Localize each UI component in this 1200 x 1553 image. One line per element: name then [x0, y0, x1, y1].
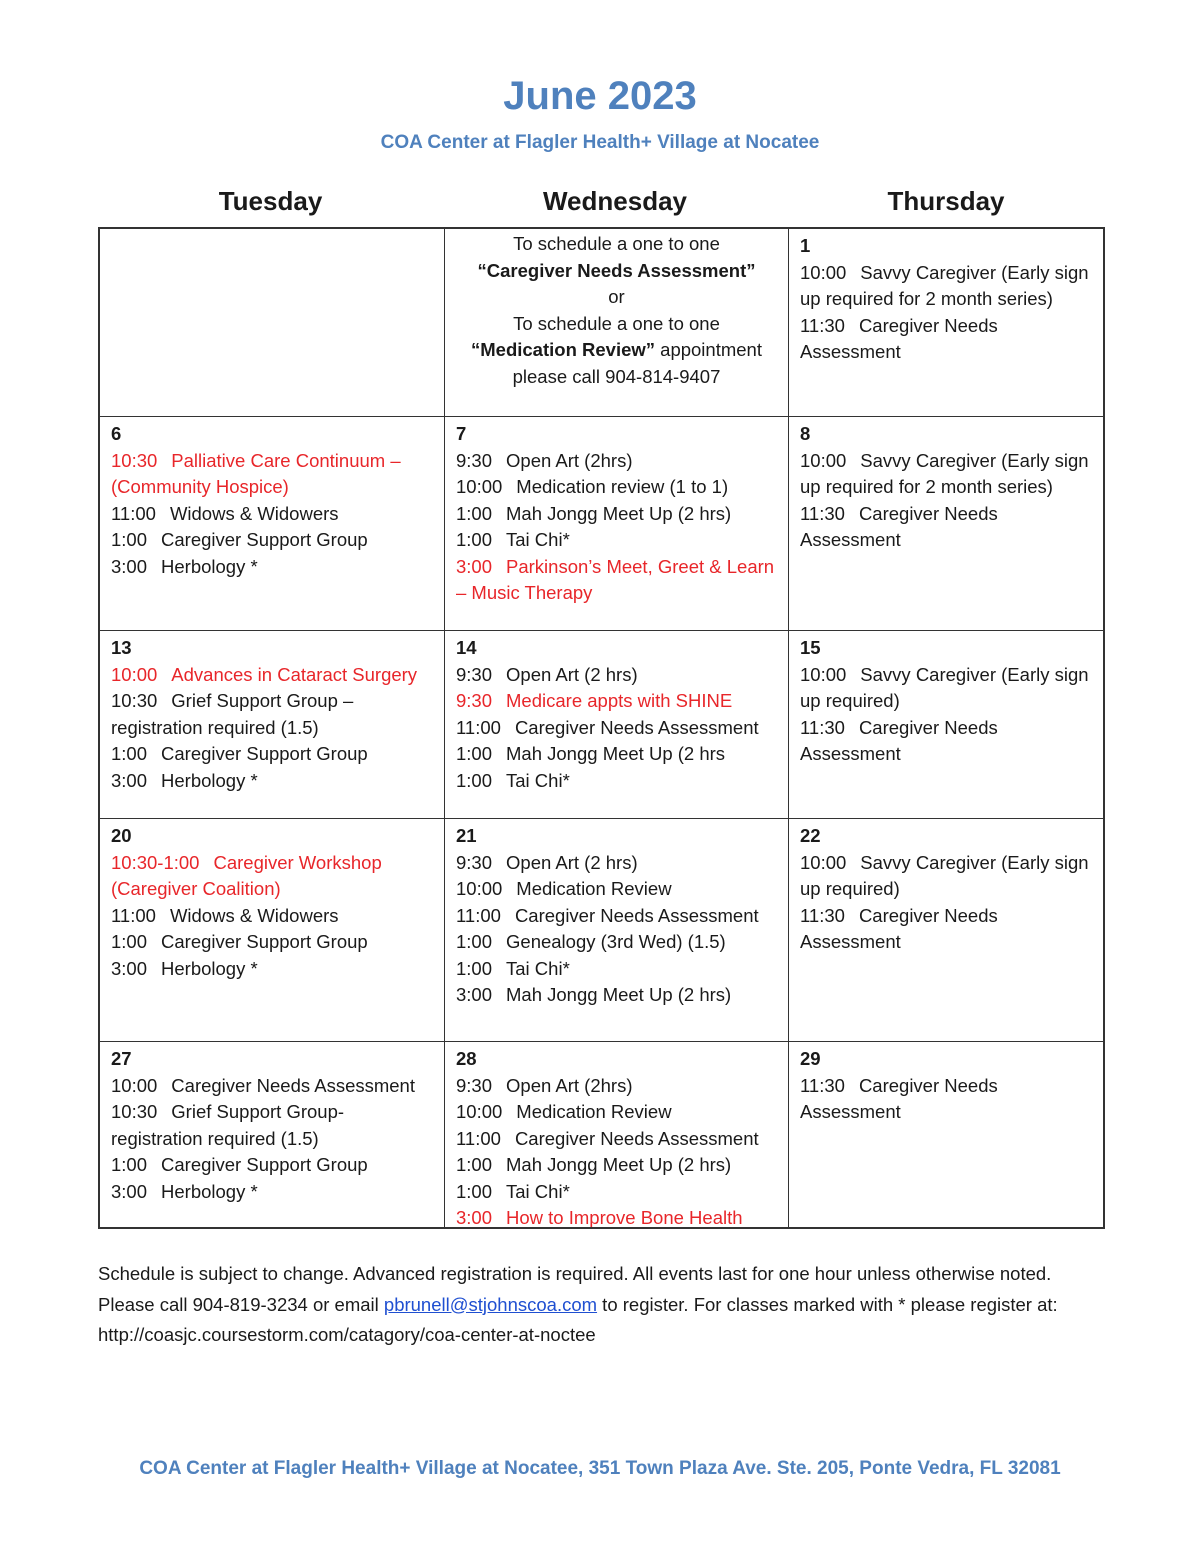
event-item [456, 1152, 782, 1179]
calendar-cell [445, 417, 789, 631]
event-time: 10:30 [111, 449, 158, 471]
event-time: 1:00 [456, 529, 493, 550]
event-title: Tai Chi* [506, 769, 570, 791]
event-time: 11:30 [800, 904, 845, 926]
event-item [456, 1179, 782, 1206]
calendar-cell [100, 631, 445, 819]
calendar-cell [789, 819, 1103, 1042]
calendar-cell [789, 229, 1103, 417]
event-title: Parkinson’s Meet, Greet & Learn – Music Therapy [456, 555, 775, 603]
event-item [111, 1073, 438, 1100]
info-line: To schedule a one to one [513, 233, 720, 254]
event-item [456, 741, 782, 768]
event-item [111, 448, 438, 501]
event-title: Tai Chi* [506, 529, 570, 550]
event-time: 1:00 [456, 743, 493, 764]
event-time: 10:00 [456, 1101, 503, 1122]
event-item [800, 1073, 1097, 1126]
event-time: 10:00 [800, 851, 847, 873]
event-time: 10:00 [456, 476, 503, 497]
info-line: “Caregiver Needs Assessment” [477, 259, 756, 281]
day-number: 28 [456, 1048, 477, 1069]
event-time: 1:00 [456, 1180, 493, 1202]
event-item [456, 501, 782, 528]
event-item [800, 850, 1097, 903]
event-item [456, 956, 782, 983]
event-item [456, 527, 782, 554]
event-item [800, 501, 1097, 554]
event-time: 9:30 [456, 663, 493, 685]
event-time: 10:00 [800, 449, 847, 471]
event-title: Herbology * [161, 555, 258, 577]
day-header-wednesday: Wednesday [542, 186, 687, 216]
event-title: Open Art (2 hrs) [506, 851, 638, 873]
event-time: 10:00 [111, 663, 158, 685]
event-item [456, 448, 782, 475]
info-phone: please call 904-814-9407 [512, 365, 721, 387]
calendar-cell [445, 1042, 789, 1227]
event-time: 9:30 [456, 851, 493, 873]
day-number: 1 [800, 235, 811, 256]
day-header-tuesday: Tuesday [218, 186, 323, 216]
event-title: Medication Review [516, 878, 672, 899]
calendar-grid [98, 227, 1105, 1229]
event-title: Palliative Care Continuum – (Community Hospice) [111, 449, 401, 497]
event-title: Caregiver Support Group [161, 931, 368, 952]
day-number: 27 [111, 1048, 132, 1069]
event-title: Tai Chi* [506, 957, 570, 979]
event-time: 1:00 [111, 529, 148, 550]
event-title: Caregiver Needs Assessment [800, 904, 998, 952]
event-time: 11:30 [800, 1074, 845, 1096]
event-time: 9:30 [456, 690, 493, 711]
event-time: 10:30 [111, 1101, 158, 1122]
event-time: 11:00 [111, 502, 156, 524]
info-line: appointment [655, 339, 762, 360]
calendar-cell [445, 631, 789, 819]
event-item [456, 768, 782, 795]
event-item [456, 554, 782, 607]
calendar-cell [100, 819, 445, 1042]
event-title: Caregiver Support Group [161, 1154, 368, 1175]
event-item [800, 448, 1097, 501]
day-number: 22 [800, 825, 821, 846]
event-item [456, 474, 782, 501]
event-time: 1:00 [456, 1154, 493, 1175]
event-title: Caregiver Needs Assessment [800, 502, 998, 550]
event-item [456, 662, 782, 689]
email-link[interactable]: pbrunell@stjohnscoa.com [383, 1293, 598, 1315]
event-title: Medication Review [516, 1101, 672, 1122]
event-title: Advances in Cataract Surgery [171, 663, 418, 685]
event-title: Caregiver Needs Assessment [514, 1127, 759, 1149]
info-line: To schedule a one to one [513, 312, 720, 334]
event-item [800, 313, 1097, 366]
calendar-cell-empty [100, 229, 445, 417]
event-item [456, 876, 782, 903]
event-title: Caregiver Support Group [161, 743, 368, 764]
event-item [111, 662, 438, 689]
event-item [111, 527, 438, 554]
event-time: 3:00 [111, 769, 148, 791]
info-line: “Medication Review” [471, 339, 656, 360]
event-title: Caregiver Needs Assessment [514, 716, 759, 738]
event-title: Savvy Caregiver (Early sign up required for 2 month series) [800, 261, 1089, 309]
footer-note-text: to register. For classes marked with * please register at: http://coasjc.coursestorm.com/catagory/coa-center-at-noctee [98, 1293, 1058, 1345]
event-time: 11:30 [800, 716, 845, 738]
calendar-cell [445, 819, 789, 1042]
calendar-cell [789, 417, 1103, 631]
page-subtitle: COA Center at Flagler Health+ Village at Nocatee [380, 132, 820, 153]
event-time: 11:00 [111, 904, 156, 926]
event-item [111, 1179, 438, 1206]
event-item [456, 688, 782, 715]
event-time: 1:00 [456, 769, 493, 791]
day-number: 21 [456, 825, 477, 846]
event-item [111, 1152, 438, 1179]
event-item [800, 662, 1097, 715]
event-item [456, 982, 782, 1009]
day-number: 15 [800, 637, 821, 658]
event-item [456, 1099, 782, 1126]
event-time: 3:00 [456, 984, 493, 1005]
event-time: 10:00 [111, 1074, 158, 1096]
event-item [111, 688, 438, 741]
page-title: June 2023 [503, 74, 697, 118]
event-time: 3:00 [456, 1207, 493, 1227]
event-title: Herbology * [161, 1180, 258, 1202]
footer-address: COA Center at Flagler Health+ Village at Nocatee, 351 Town Plaza Ave. Ste. 205, Ponte Vedra, FL 32081 [139, 1458, 1061, 1479]
event-time: 11:00 [456, 716, 501, 738]
event-title: Mah Jongg Meet Up (2 hrs) [506, 502, 732, 524]
event-item [111, 956, 438, 983]
info-line: or [608, 286, 625, 307]
event-item [800, 715, 1097, 768]
day-number: 7 [456, 423, 467, 444]
event-title: Caregiver Workshop (Caregiver Coalition) [111, 851, 382, 899]
day-number: 6 [111, 423, 122, 444]
event-item [111, 1099, 438, 1152]
event-time: 11:30 [800, 314, 845, 336]
event-item [111, 501, 438, 528]
event-title: Savvy Caregiver (Early sign up required) [800, 663, 1089, 711]
event-time: 1:00 [111, 743, 148, 764]
event-item [456, 850, 782, 877]
event-time: 3:00 [111, 1180, 148, 1202]
event-time: 10:30 [111, 690, 158, 711]
day-number: 20 [111, 825, 132, 846]
event-item [111, 903, 438, 930]
footer-note-text: Schedule is subject to change. Advanced registration is required. All events last for one hour unless otherwise noted. Please call 904-819-3234 or email [98, 1263, 1052, 1315]
event-title: Mah Jongg Meet Up (2 hrs) [506, 1154, 732, 1175]
event-title: How to Improve Bone Health [506, 1207, 743, 1227]
day-number: 13 [111, 637, 132, 658]
event-time: 10:30-1:00 [111, 851, 200, 873]
event-title: Caregiver Needs Assessment [800, 1074, 998, 1122]
event-time: 1:00 [111, 931, 148, 952]
event-item [456, 1073, 782, 1100]
event-time: 10:00 [800, 261, 847, 283]
event-item [456, 1126, 782, 1153]
event-title: Mah Jongg Meet Up (2 hrs [506, 743, 726, 764]
calendar-cell [100, 417, 445, 631]
event-title: Widows & Widowers [169, 502, 339, 524]
event-title: Tai Chi* [506, 1180, 570, 1202]
event-title: Medicare appts with SHINE [506, 690, 733, 711]
event-title: Widows & Widowers [169, 904, 339, 926]
event-item [111, 850, 438, 903]
event-title: Genealogy (3rd Wed) (1.5) [506, 931, 726, 952]
event-title: Mah Jongg Meet Up (2 hrs) [506, 984, 732, 1005]
day-header-thursday: Thursday [887, 186, 1005, 216]
event-item [111, 554, 438, 581]
day-number: 29 [800, 1048, 821, 1069]
event-time: 10:00 [456, 878, 503, 899]
event-time: 9:30 [456, 1074, 493, 1096]
event-item [456, 1205, 782, 1227]
event-title: Medication review (1 to 1) [516, 476, 729, 497]
calendar-cell [100, 1042, 445, 1227]
event-title: Caregiver Needs Assessment [800, 716, 998, 764]
event-title: Savvy Caregiver (Early sign up required) [800, 851, 1089, 899]
event-time: 3:00 [111, 957, 148, 979]
event-time: 3:00 [456, 555, 493, 577]
day-number: 14 [456, 637, 477, 658]
event-time: 11:30 [800, 502, 845, 524]
event-title: Caregiver Needs Assessment [800, 314, 998, 362]
event-time: 10:00 [800, 663, 847, 685]
event-title: Grief Support Group – registration required (1.5) [111, 690, 354, 738]
event-time: 1:00 [456, 957, 493, 979]
event-time: 1:00 [456, 502, 493, 524]
day-number: 8 [800, 423, 811, 444]
calendar-cell [789, 1042, 1103, 1227]
event-time: 1:00 [111, 1154, 148, 1175]
event-time: 1:00 [456, 931, 493, 952]
event-title: Caregiver Support Group [161, 529, 368, 550]
event-title: Open Art (2hrs) [506, 1074, 633, 1096]
event-title: Open Art (2 hrs) [506, 663, 638, 685]
event-item [456, 715, 782, 742]
event-item [111, 741, 438, 768]
footer-note [98, 1259, 1108, 1351]
schedule-info-box [445, 229, 789, 417]
event-title: Open Art (2hrs) [506, 449, 633, 471]
event-time: 11:00 [456, 904, 501, 926]
event-time: 3:00 [111, 555, 148, 577]
event-title: Savvy Caregiver (Early sign up required for 2 month series) [800, 449, 1089, 497]
event-title: Herbology * [161, 769, 258, 791]
event-time: 9:30 [456, 449, 493, 471]
event-item [456, 929, 782, 956]
event-item [456, 903, 782, 930]
event-time: 11:00 [456, 1127, 501, 1149]
event-title: Caregiver Needs Assessment [514, 904, 759, 926]
event-item [111, 929, 438, 956]
event-title: Herbology * [161, 957, 258, 979]
event-item [111, 768, 438, 795]
event-title: Caregiver Needs Assessment [171, 1074, 415, 1096]
event-title: Grief Support Group- registration required (1.5) [111, 1101, 345, 1149]
event-item [800, 903, 1097, 956]
calendar-cell [789, 631, 1103, 819]
event-item [800, 260, 1097, 313]
